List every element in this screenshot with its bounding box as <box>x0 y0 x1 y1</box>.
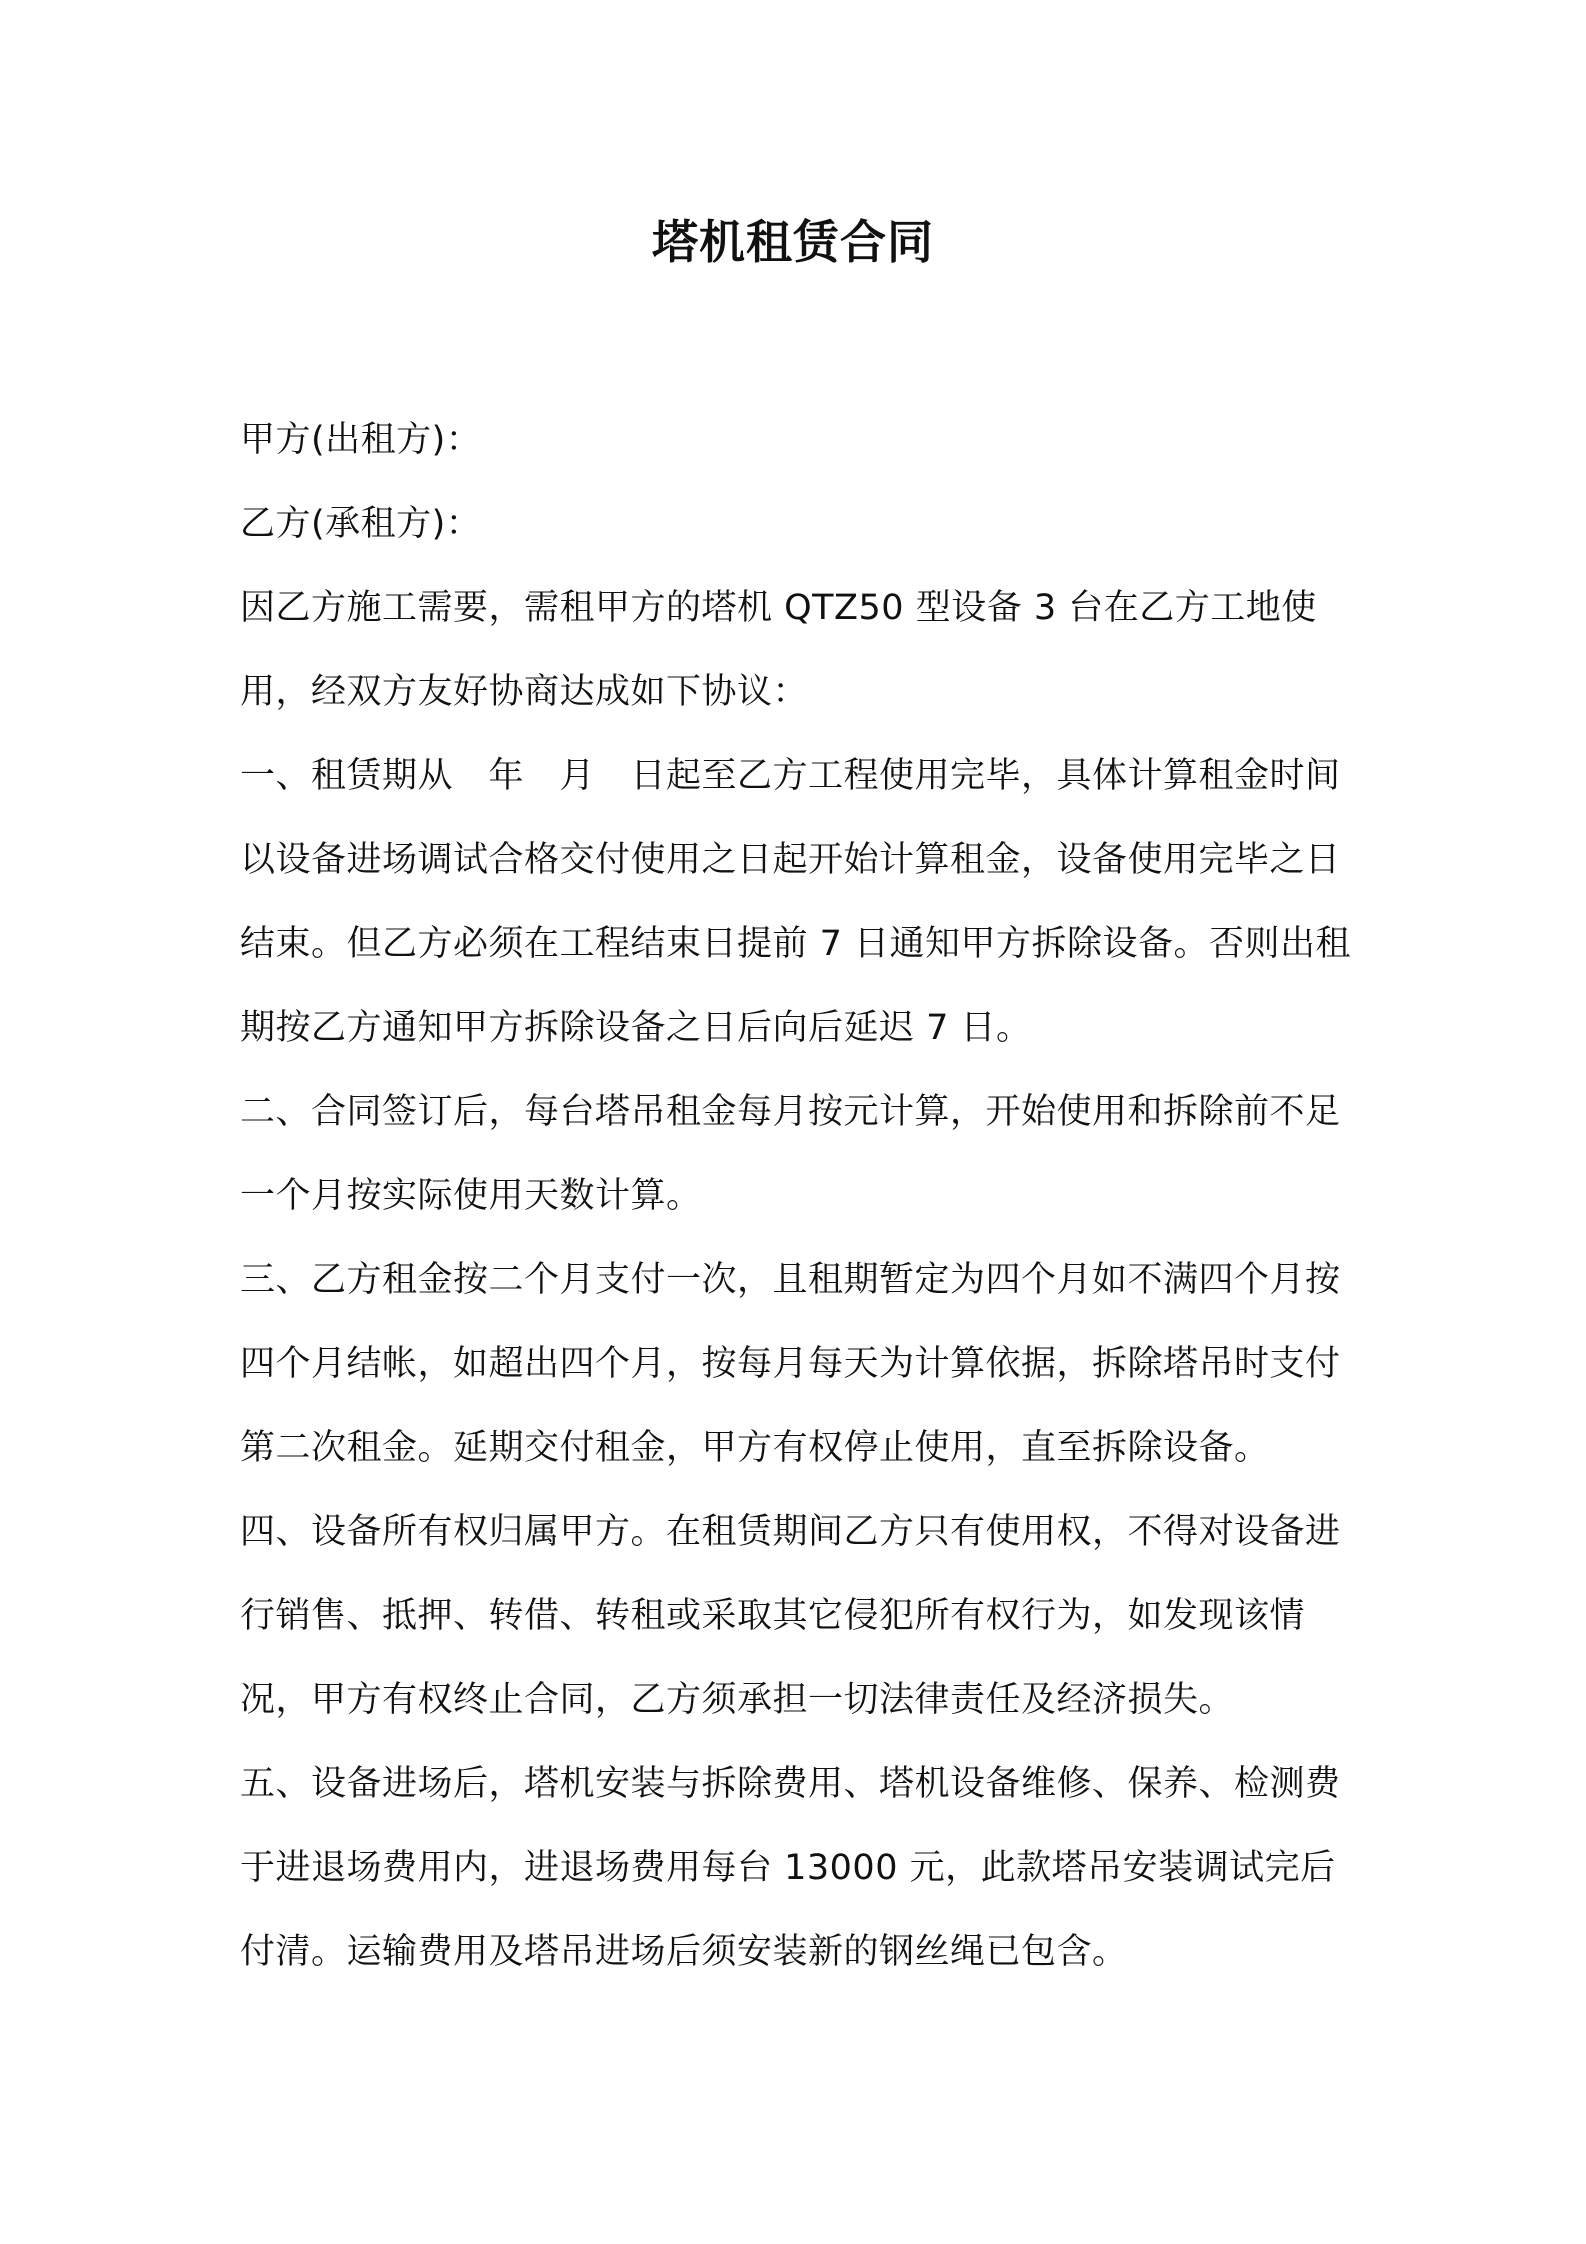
clause-text: 乙方租金按二个月支付一次，且租期暂定为四个月如不满四个月按四个月结帐，如超出四个月，按每月每天为计算依据，拆除塔吊时支付第二次租金。延期交付租金，甲方有权停止使用，直至拆除设备。 <box>240 1260 1341 1468</box>
clause-paragraph <box>240 734 1365 1070</box>
clause-number: 五、 <box>240 1764 312 1804</box>
clause-paragraph <box>240 1070 1365 1238</box>
clause-text: 设备进场后，塔机安装与拆除费用、塔机设备维修、保养、检测费于进退场费用内，进退场费用每台 13000 元，此款塔吊安装调试完后付清。运输费用及塔吊进场后须安装新的钢丝绳已包含。 <box>240 1764 1341 1972</box>
clause-number: 一、 <box>240 756 312 796</box>
intro-paragraph: 因乙方施工需要，需租甲方的塔机 QTZ50 型设备 3 台在乙方工地使用，经双方友好协商达成如下协议： <box>240 588 1317 712</box>
clause-paragraph <box>240 1742 1365 1994</box>
clause-paragraph <box>240 1238 1365 1490</box>
clause-text: 设备所有权归属甲方。在租赁期间乙方只有使用权，不得对设备进行销售、抵押、转借、转租或采取其它侵犯所有权行为，如发现该情况，甲方有权终止合同，乙方须承担一切法律责任及经济损失。 <box>240 1512 1341 1720</box>
party-a-line: 甲方(出租方)： <box>240 420 482 460</box>
party-b-line: 乙方(承租方)： <box>240 504 482 544</box>
clause-text: 租赁期从 年 月 日起至乙方工程使用完毕，具体计算租金时间以设备进场调试合格交付使用之日起开始计算租金，设备使用完毕之日结束。但乙方必须在工程结束日提前 7 日通知甲方拆除设备。否则出租期按乙方通知甲方拆除设备之日后向后延迟 7 日。 <box>240 756 1352 1048</box>
clause-number: 三、 <box>240 1260 312 1300</box>
clause-text: 合同签订后，每台塔吊租金每月按元计算，开始使用和拆除前不足一个月按实际使用天数计算。 <box>240 1092 1341 1216</box>
clause-number: 二、 <box>240 1092 312 1132</box>
document-body <box>240 398 1365 1994</box>
clause-paragraph <box>240 1490 1365 1742</box>
clause-number: 四、 <box>240 1512 312 1552</box>
document-title: 塔机租赁合同 <box>652 215 934 269</box>
